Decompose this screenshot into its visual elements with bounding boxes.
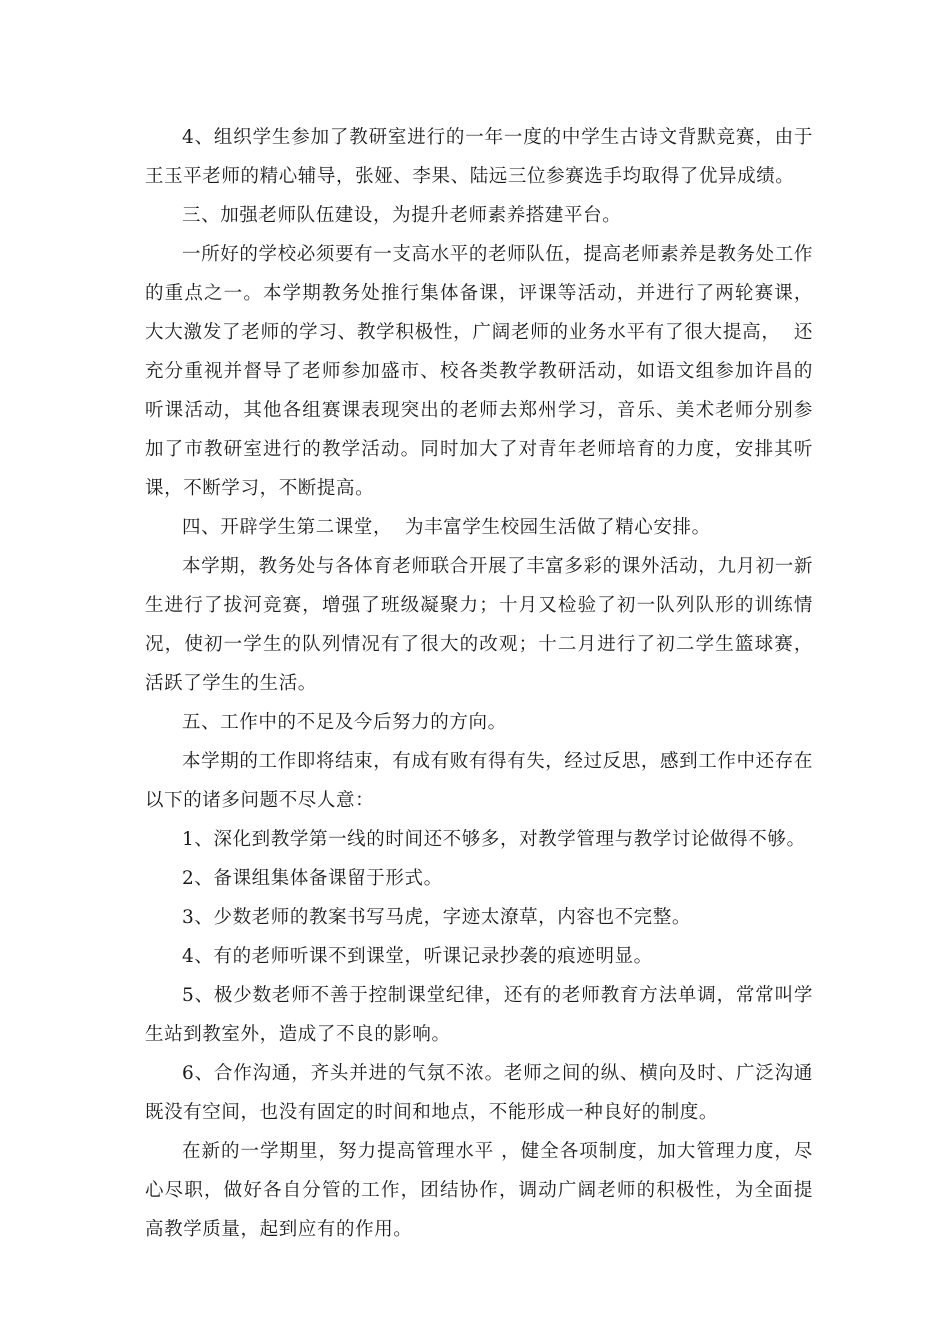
paragraph-reflection: 本学期的工作即将结束，有成有败有得有失，经过反思，感到工作中还存在以下的诸多问题不尽人意：	[145, 751, 813, 811]
list-item-issue-1: 1、深化到教学第一线的时间还不够多，对教学管理与教学讨论做得不够。	[182, 829, 806, 850]
paragraph-extracurricular-activities: 本学期，教务处与各体育老师联合开展了丰富多彩的课外活动，九月初一新生进行了拔河竞赛，增强了班级凝聚力；十月又检验了初一队列队形的训练情况，使初一学生的队列情况有了很大的改观；十二月进行了初二学生篮球赛，活跃了学生的生活。	[145, 556, 813, 694]
paragraph-conclusion: 在新的一学期里，努力提高管理水平 ，健全各项制度，加大管理力度，尽心尽职，做好各自分管的工作，团结协作，调动广阔老师的积极性，为全面提高教学质量，起到应有的作用。	[145, 1141, 813, 1240]
section-heading-teacher-team: 三、加强老师队伍建设，为提升老师素养搭建平台。	[182, 205, 622, 226]
paragraph-teacher-team: 一所好的学校必须要有一支高水平的老师队伍，提高老师素养是教务处工作的重点之一。本学期教务处推行集体备课，评课等活动，并进行了两轮赛课，大大激发了老师的学习、教学积极性，广阔老师的业务水平有了很大提高， 还充分重视并督导了老师参加盛市、校各类教学教研活动，如语文组参加许昌的听课活动，其他各组赛课表现突出的老师去郑州学习，音乐、美术老师分别参加了市教研室进行的教学活动。同时加大了对青年老师培育的力度，安排其听课，不断学习，不断提高。	[145, 244, 813, 499]
list-item-issue-6: 6、合作沟通，齐头并进的气氛不浓。老师之间的纵、横向及时、广泛沟通既没有空间，也没有固定的时间和地点，不能形成一种良好的制度。	[145, 1063, 813, 1123]
section-heading-shortcomings: 五、工作中的不足及今后努力的方向。	[182, 712, 507, 733]
list-item-issue-2: 2、备课组集体备课留于形式。	[182, 868, 443, 889]
section-heading-second-classroom: 四、开辟学生第二课堂， 为丰富学生校园生活做了精心安排。	[182, 517, 711, 538]
paragraph-item-4-recitation-contest: 4、组织学生参加了教研室进行的一年一度的中学生古诗文背默竞赛，由于王玉平老师的精心辅导，张娅、李果、陆远三位参赛选手均取得了优异成绩。	[145, 127, 813, 187]
list-item-issue-3: 3、少数老师的教案书写马虎，字迹太潦草，内容也不完整。	[182, 907, 691, 928]
list-item-issue-4: 4、有的老师听课不到课堂，听课记录抄袭的痕迹明显。	[182, 946, 653, 967]
list-item-issue-5: 5、极少数老师不善于控制课堂纪律，还有的老师教育方法单调，常常叫学生站到教室外，造成了不良的影响。	[145, 985, 813, 1045]
document-body	[145, 118, 813, 1249]
